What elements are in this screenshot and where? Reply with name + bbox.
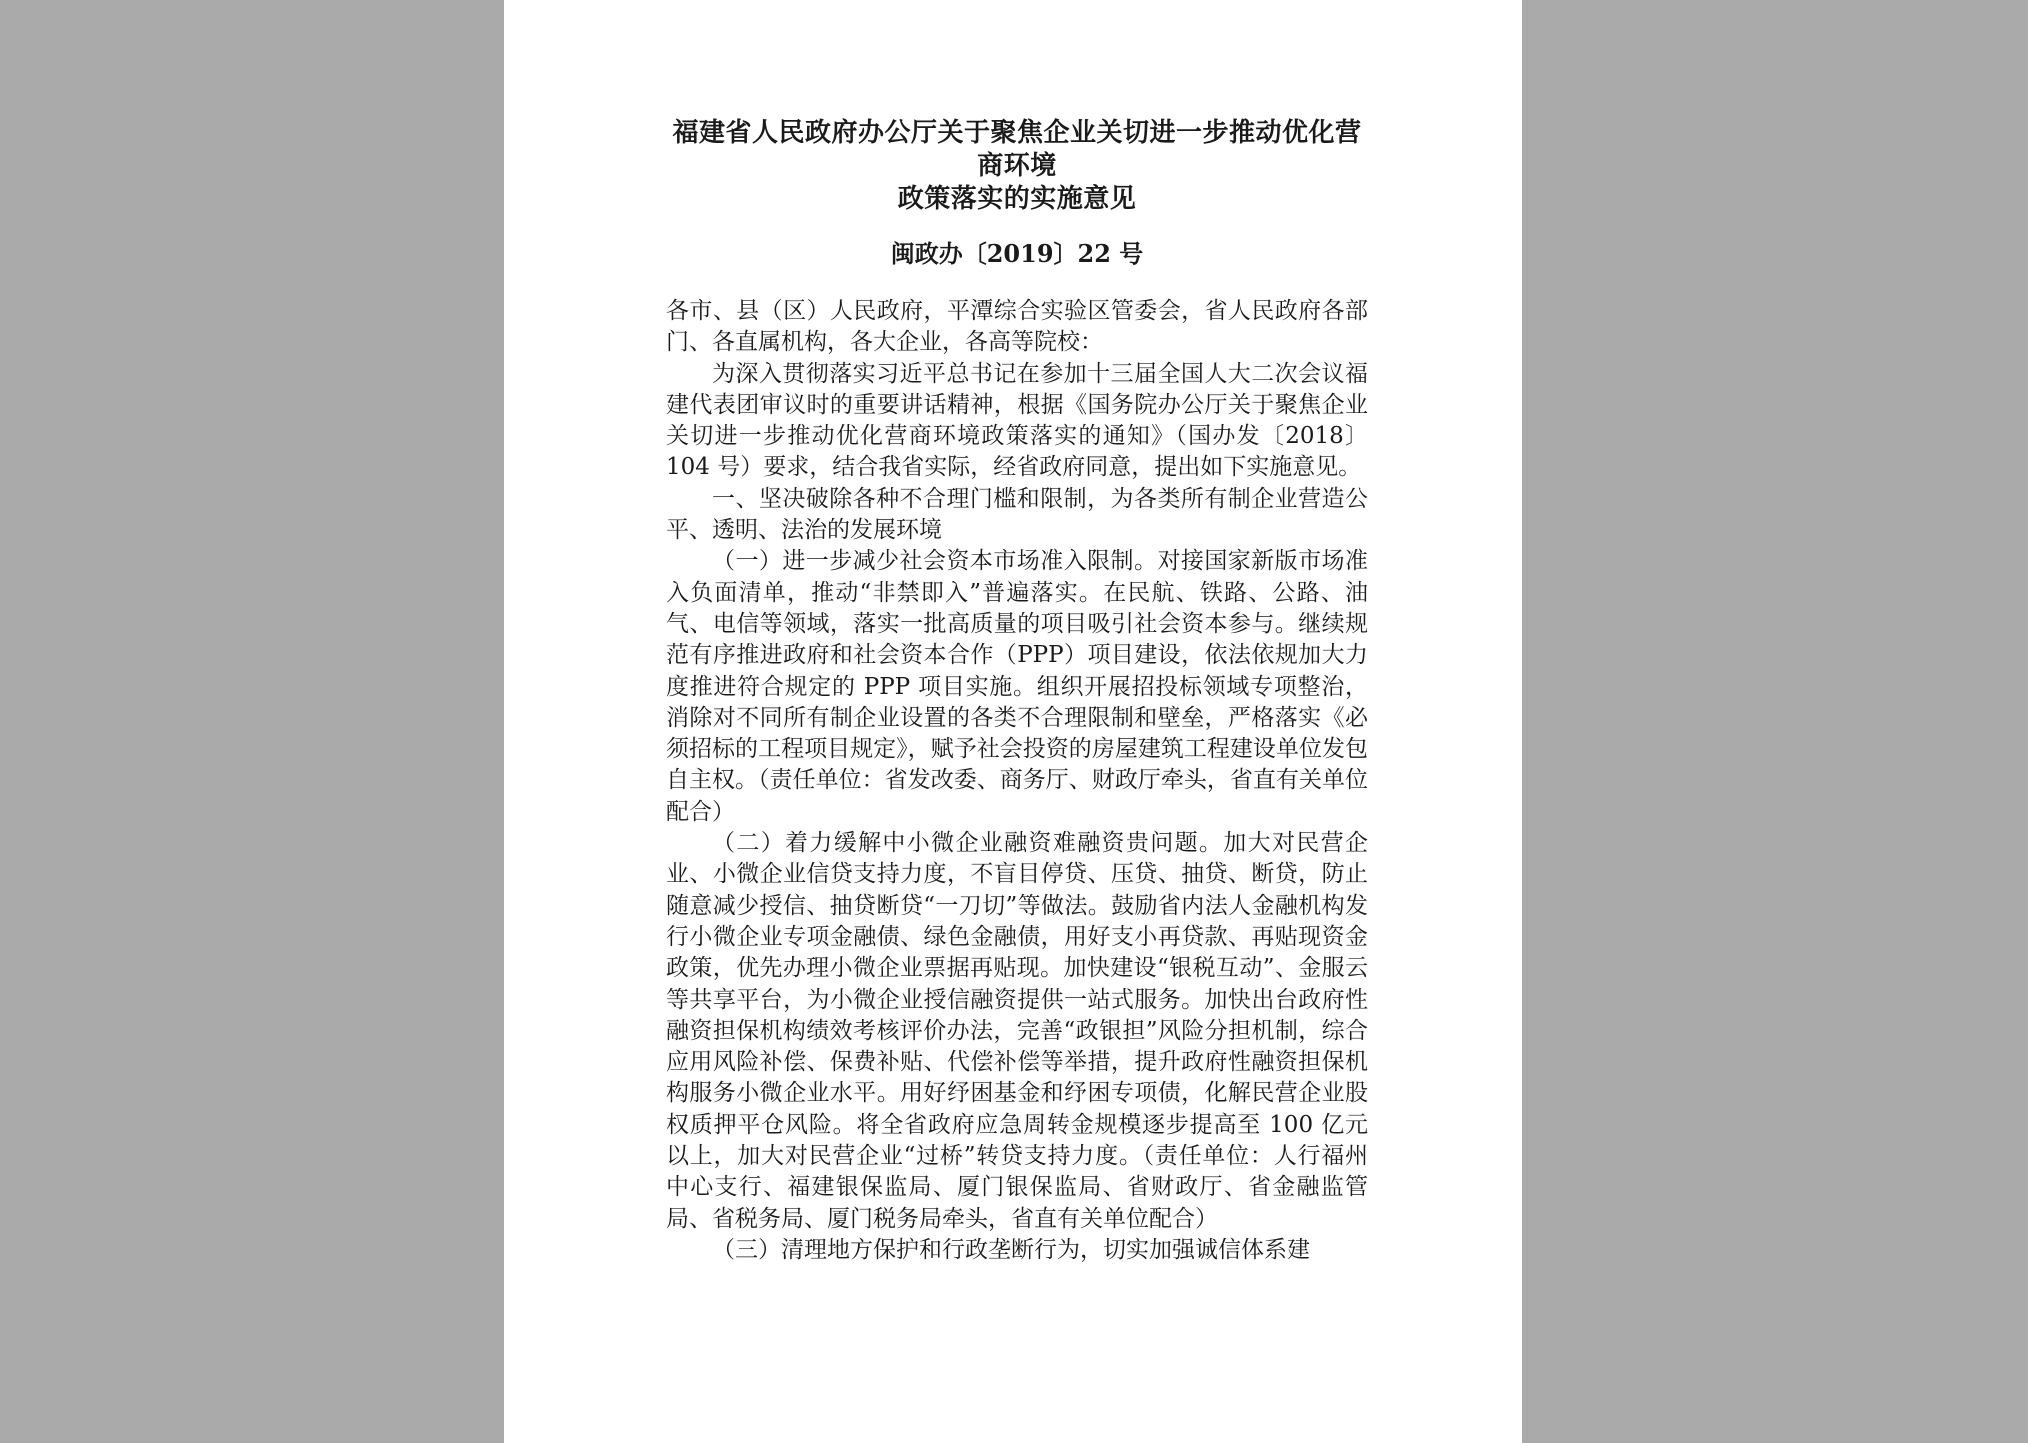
paragraph-item-2: （二）着力缓解中小微企业融资难融资贵问题。加大对民营企业、小微企业信贷支持力度，不盲目停贷、压贷、抽贷、断贷，防止随意减少授信、抽贷断贷“一刀切”等做法。鼓励省内法人金融机构发行小微企业专项金融债、绿色金融债，用好支小再贷款、再贴现资金政策，优先办理小微企业票据再贴现。加快建设“银税互动”、金服云等共享平台，为小微企业授信融资提供一站式服务。加快出台政府性融资担保机构绩效考核评价办法，完善“政银担”风险分担机制，综合应用风险补偿、保费补贴、代偿补偿等举措，提升政府性融资担保机构服务小微企业水平。用好纾困基金和纾困专项债，化解民营企业股权质押平仓风险。将全省政府应急周转金规模逐步提高至 100 亿元以上，加大对民营企业“过桥”转贷支持力度。（责任单位：人行福州中心支行、福建银保监局、厦门银保监局、省财政厅、省金融监管局、省税务局、厦门税务局牵头，省直有关单位配合） — [666, 830, 1368, 1232]
document-content — [666, 117, 1368, 1266]
paragraph-item-3: （三）清理地方保护和行政垄断行为，切实加强诚信体系建 — [712, 1236, 1310, 1263]
document-body — [666, 296, 1368, 1266]
title-line-1: 福建省人民政府办公厅关于聚焦企业关切进一步推动优化营商环境 — [672, 118, 1362, 181]
paragraph-intro: 为深入贯彻落实习近平总书记在参加十三届全国人大二次会议福建代表团审议时的重要讲话精神，根据《国务院办公厅关于聚焦企业关切进一步推动优化营商环境政策落实的通知》（国办发〔2018〕104 号）要求，结合我省实际，经省政府同意，提出如下实施意见。 — [666, 360, 1368, 481]
title-line-2: 政策落实的实施意见 — [897, 184, 1137, 214]
section-heading-1: 一、坚决破除各种不合理门槛和限制，为各类所有制企业营造公平、透明、法治的发展环境 — [666, 485, 1368, 544]
document-number: 闽政办〔2019〕22 号 — [890, 239, 1144, 268]
document-title — [666, 117, 1368, 216]
addressee: 各市、县（区）人民政府，平潭综合实验区管委会，省人民政府各部门、各直属机构，各大企业，各高等院校： — [666, 298, 1368, 356]
paragraph-item-1: （一）进一步减少社会资本市场准入限制。对接国家新版市场准入负面清单，推动“非禁即入”普遍落实。在民航、铁路、公路、油气、电信等领域，落实一批高质量的项目吸引社会资本参与。继续规范有序推进政府和社会资本合作（PPP）项目建设，依法依规加大力度推进符合规定的 PPP 项目实施。组织开展招投标领域专项整治，消除对不同所有制企业设置的各类不合理限制和壁垒，严格落实《必须招标的工程项目规定》，赋予社会投资的房屋建筑工程建设单位发包自主权。（责任单位：省发改委、商务厅、财政厅牵头，省直有关单位配合） — [666, 548, 1368, 825]
document-page — [504, 0, 1522, 1443]
